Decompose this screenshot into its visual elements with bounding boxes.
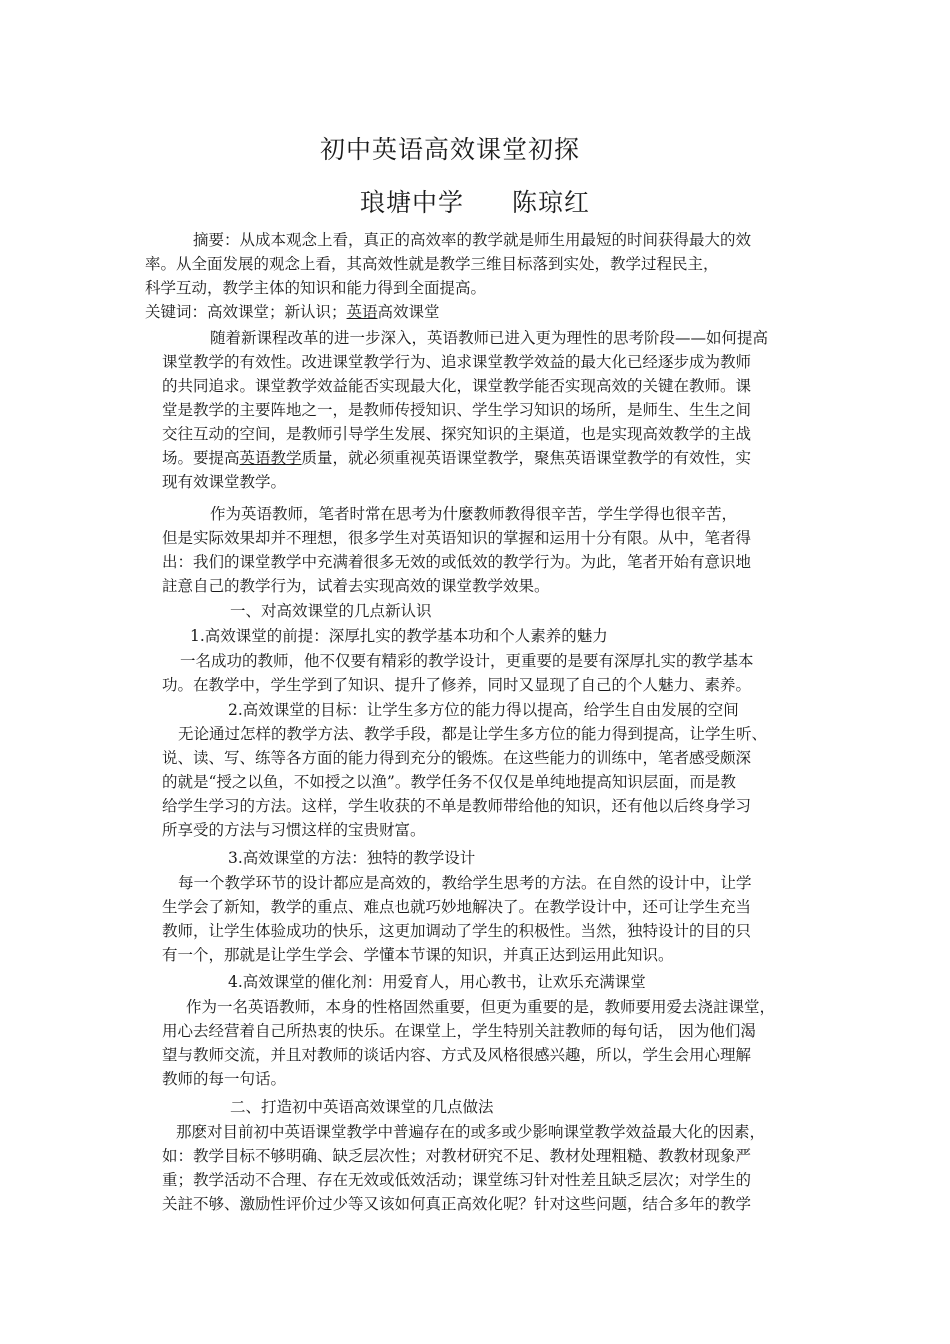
keywords-prefix: 关键词：高效课堂；新认识； (145, 303, 347, 321)
paragraph-line: 每一个教学环节的设计都应是高效的，教给学生思考的方法。在自然的设计中，让学 (178, 874, 752, 892)
paragraph-line: 所享受的方法与习惯这样的宝贵财富。 (162, 821, 426, 839)
paragraph-line: 给学生学习的方法。这样，学生收获的不单是教师带给他的知识，还有他以后终身学习 (162, 797, 752, 815)
keywords-link: 英语 (346, 303, 378, 321)
paragraph-line: 无论通过怎样的教学方法、教学手段，都是让学生多方位的能力得到提高，让学生听、 (178, 725, 768, 743)
section-heading-1: 一、对高效课堂的几点新认识 (230, 602, 432, 620)
paragraph-line: 作为英语教师，笔者时常在思考为什麼教师教得很辛苦，学生学得也很辛苦， (210, 505, 738, 523)
abstract-line: 摘要：从成本观念上看，真正的高效率的教学就是师生用最短的时间获得最大的效 (193, 231, 752, 249)
paragraph-line: 一名成功的教师，他不仅要有精彩的教学设计，更重要的是要有深厚扎实的教学基本 (180, 652, 754, 670)
paragraph-2 (162, 722, 822, 842)
author-school: 琅塘中学 (360, 188, 465, 217)
paragraph-line: 用心去经营着自己所热衷的快乐。在课堂上，学生特别关註教师的每句话， 因为他们渴 (162, 1022, 756, 1040)
paragraph-line: 交往互动的空间，是教师引导学生发展、探究知识的主渠道，也是实现高效教学的主战 (162, 425, 752, 443)
paragraph-line: 教师的每一句话。 (162, 1070, 287, 1088)
paragraph-line: 的共同追求。课堂教学效益能否实现最大化，课堂教学能否实现高效的关键在教师。课 (162, 377, 752, 395)
paragraph-line: 功。在教学中，学生学到了知识、提升了修养，同时又显现了自己的个人魅力、素养。 (162, 676, 752, 694)
paragraph-line: 註意自己的教学行为，试着去实现高效的课堂教学效果。 (162, 577, 550, 595)
paragraph-4 (162, 995, 822, 1091)
subheading-3: 3.高效课堂的方法：独特的教学设计 (228, 849, 476, 867)
teacher-paragraph (162, 502, 822, 598)
paragraph-1 (162, 649, 822, 697)
paragraph-line: 随着新课程改革的进一步深入，英语教师已进入更为理性的思考阶段——如何提高 (210, 329, 769, 347)
paragraph-line: 堂是教学的主要阵地之一，是教师传授知识、学生学习知识的场所，是师生、生生之间 (162, 401, 752, 419)
paragraph-line: 但是实际效果却并不理想，很多学生对英语知识的掌握和运用十分有限。从中，笔者得 (162, 529, 752, 547)
document-title: 初中英语高效课堂初探 (319, 135, 580, 164)
paragraph-line: 那麽对目前初中英语课堂教学中普遍存在的或多或少影响课堂教学效益最大化的因素， (176, 1123, 766, 1141)
abstract (145, 228, 815, 300)
paragraph-5 (162, 1120, 822, 1216)
subheading-2: 2.高效课堂的目标：让学生多方位的能力得以提高，给学生自由发展的空间 (228, 701, 739, 719)
paragraph-line: 生学会了新知，教学的重点、难点也就巧妙地解决了。在教学设计中，还可让学生充当 (162, 898, 752, 916)
abstract-line: 率。从全面发展的观念上看，其高效性就是教学三维目标落到实处，教学过程民主， (145, 255, 719, 273)
keywords-suffix: 高效课堂 (377, 303, 440, 321)
author-line (360, 183, 590, 219)
paragraph-line: 作为一名英语教师，本身的性格固然重要，但更为重要的是，教师要用爱去浇註课堂， (186, 998, 776, 1016)
paragraph-line: 教师，让学生体验成功的快乐，这更加调动了学生的积极性。当然，独特设计的目的只 (162, 922, 752, 940)
section-heading-2: 二、打造初中英语高效课堂的几点做法 (230, 1098, 494, 1116)
keywords (145, 300, 815, 324)
paragraph-line: 的就是“授之以鱼，不如授之以渔”。教学任务不仅仅是单纯地提高知识层面，而是教 (162, 773, 736, 791)
paragraph-line: 有一个，那就是让学生学会、学懂本节课的知识，并真正达到运用此知识。 (162, 946, 674, 964)
subheading-1: 1.高效课堂的前提：深厚扎实的教学基本功和个人素养的魅力 (190, 627, 608, 645)
paragraph-line: 课堂教学的有效性。改进课堂教学行为、追求课堂教学效益的最大化已经逐步成为教师 (162, 353, 752, 371)
english-teaching-link: 英语教学 (239, 449, 302, 467)
paragraph-line: 现有效课堂教学。 (162, 473, 287, 491)
paragraph-3 (162, 871, 822, 967)
paragraph-line: 望与教师交流，并且对教师的谈话内容、方式及风格很感兴趣，所以，学生会用心理解 (162, 1046, 752, 1064)
paragraph-line: 场。要提高英语教学质量，就必须重视英语课堂教学，聚焦英语课堂教学的有效性，实 (162, 449, 752, 467)
paragraph-line: 出：我们的课堂教学中充满着很多无效的或低效的教学行为。为此，笔者开始有意识地 (162, 553, 752, 571)
paragraph-line: 关註不够、激励性评价过少等又该如何真正高效化呢？针对这些问题，结合多年的教学 (162, 1195, 752, 1213)
subheading-4: 4.高效课堂的催化剂：用爱育人，用心教书，让欢乐充满课堂 (228, 973, 646, 991)
paragraph-line: 重；教学活动不合理、存在无效或低效活动；课堂练习针对性差且缺乏层次；对学生的 (162, 1171, 752, 1189)
author-name: 陈琼红 (512, 188, 591, 217)
paragraph-line: 如：教学目标不够明确、缺乏层次性；对教材研究不足、教材处理粗糙、教教材现象严 (162, 1147, 752, 1165)
intro-paragraph (162, 326, 822, 494)
abstract-line: 科学互动，教学主体的知识和能力得到全面提高。 (145, 279, 487, 297)
paragraph-line: 说、读、写、练等各方面的能力得到充分的锻炼。在这些能力的训练中，笔者感受颇深 (162, 749, 752, 767)
